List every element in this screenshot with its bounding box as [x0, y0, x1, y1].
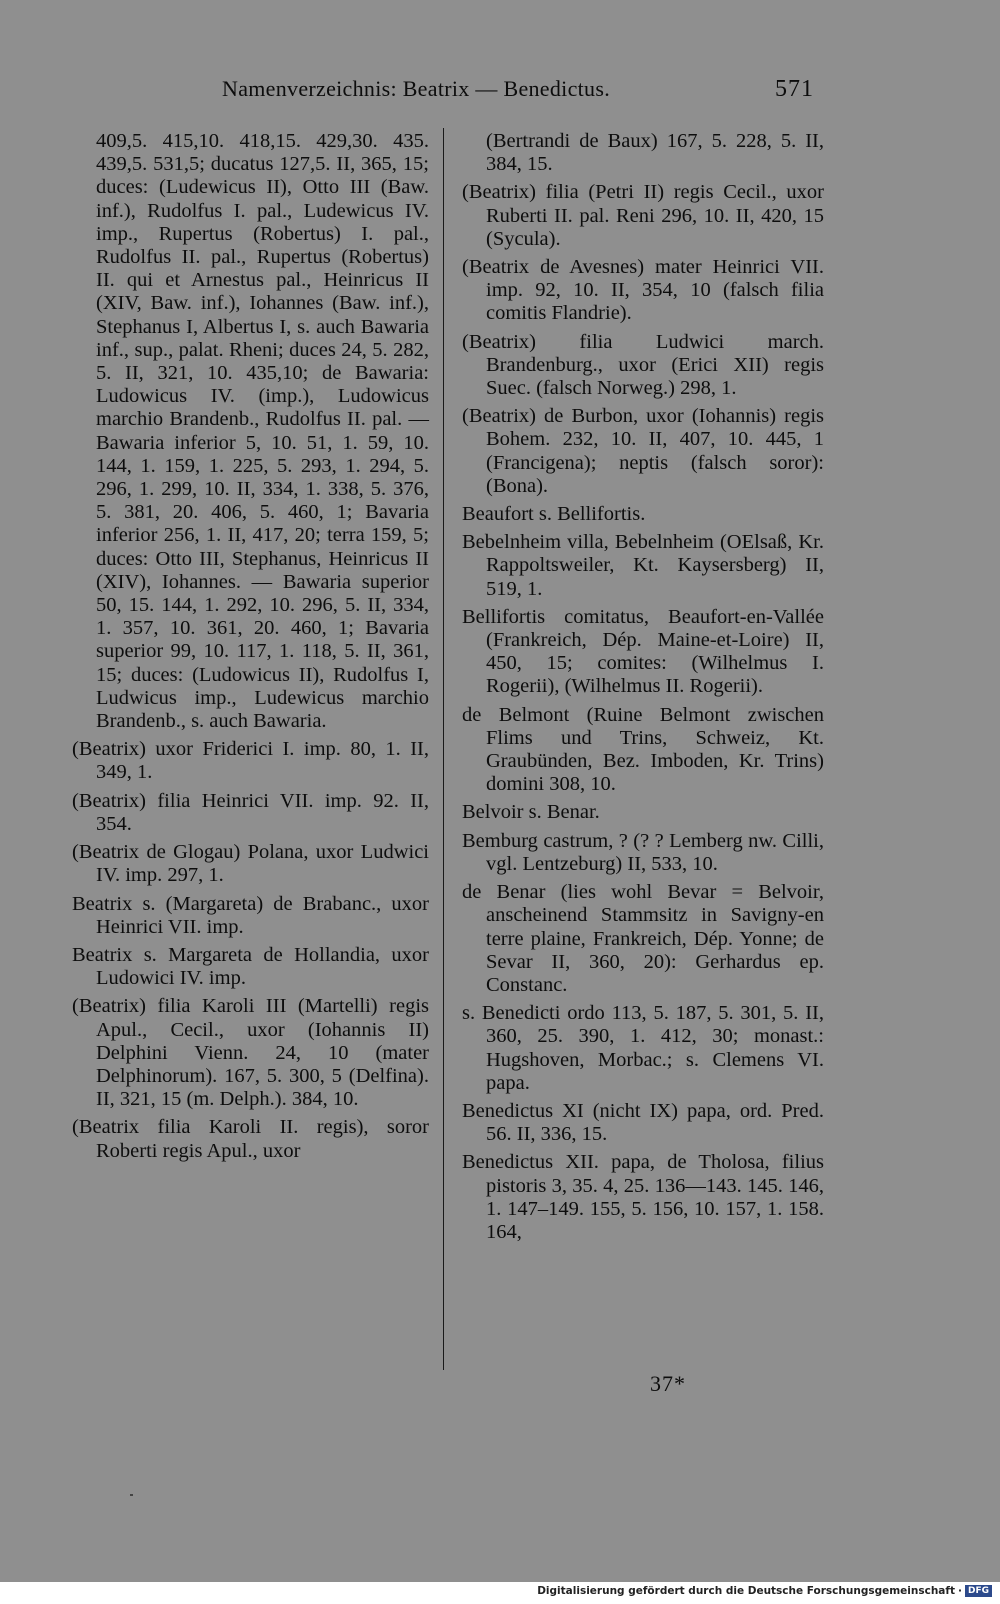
index-entry: de Benar (lies wohl Bevar = Belvoir, anscheinend Stammsitz in Savigny-en terre plaine, Frankreich, Dép. Yonne; de Sevar II, 360, 20): Gerhardus ep. Constanc. — [462, 881, 824, 996]
index-entry: (Beatrix) filia (Petri II) regis Cecil., uxor Ruberti II. pal. Reni 296, 10. II, 420, 15 (Sycula). — [462, 181, 824, 250]
speck — [130, 1494, 133, 1496]
column-divider — [443, 128, 444, 1370]
index-entry: (Beatrix) filia Ludwici march. Brandenburg., uxor (Erici XII) regis Suec. (falsch Norweg.) 298, 1. — [462, 330, 824, 400]
index-entry: Beatrix s. (Margareta) de Brabanc., uxor Heinrici VII. imp. — [72, 892, 429, 938]
index-entry: de Belmont (Ruine Belmont zwischen Flims und Trins, Schweiz, Kt. Graubünden, Bez. Imboden, Kr. Trins) domini 308, 10. — [462, 703, 824, 796]
index-entry: (Beatrix) filia Heinrici VII. imp. 92. II, 354. — [72, 789, 429, 835]
index-entry: Beaufort s. Bellifortis. — [462, 503, 646, 526]
index-entry: Bellifortis comitatus, Beaufort-en-Vallée (Frankreich, Dép. Maine-et-Loire) II, 450, 15; comites: (Wilhelmus I. Rogerii), (Wilhelmus II. Rogerii). — [462, 605, 824, 698]
index-entry: s. Benedicti ordo 113, 5. 187, 5. 301, 5. II, 360, 25. 390, 1. 412, 30; monast.: Hugshoven, Morbac.; s. Clemens VI. papa. — [462, 1002, 824, 1094]
index-entry: Benedictus XI (nicht IX) papa, ord. Pred. 56. II, 336, 15. — [462, 1099, 824, 1146]
index-entry: (Beatrix de Glogau) Polana, uxor Ludwici IV. imp. 297, 1. — [72, 841, 429, 887]
index-entry: Beatrix s. Margareta de Hollandia, uxor Ludowici IV. imp. — [72, 943, 429, 990]
left-column — [72, 130, 429, 1168]
running-head: Namenverzeichnis: Beatrix — Benedictus. — [222, 76, 611, 101]
index-entry: (Beatrix) de Burbon, uxor (Iohannis) regis Bohem. 232, 10. II, 407, 10. 445, 1 (Francigena); neptis (falsch soror): (Bona). — [462, 405, 824, 497]
signature-mark: 37* — [650, 1371, 686, 1396]
right-column — [462, 130, 824, 1249]
index-entry: 409,5. 415,10. 418,15. 429,30. 435. 439,5. 531,5; ducatus 127,5. II, 365, 15; duces: (Ludewicus II), Otto III (Baw. inf.), Rudolfus I. pal., Ludewicus IV. imp., Rupertus (Robertus) I. pal., Rudolfus II. pal., Rupertus (Robertus) II. qui et Arnestus pal., Heinricus II (XIV, Baw. inf.), Iohannes (Baw. inf.), Stephanus I, Albertus I, s. auch Bawaria inf., sup., palat. Rheni; duces 24, 5. 282, 5. II, 321, 10. 435,10; de Bawaria: Ludowicus IV. (imp.), Ludowicus marchio Brandenb., Rudolfus II. pal. — Bawaria inferior 5, 10. 51, 1. 59, 10. 144, 1. 159, 1. 225, 5. 293, 1. 294, 5. 296, 1. 299, 10. II, 334, 1. 338, 5. 376, 5. 381, 20. 406, 5. 460, 1; Bavaria inferior 256, 1. II, 417, 20; terra 159, 5; duces: Otto III, Stephanus, Heinricus II (XIV), Iohannes. — Bawaria superior 50, 15. 144, 1. 292, 10. 296, 5. II, 334, 1. 357, 10. 361, 20. 460, 1; Bavaria superior 99, 10. 117, 1. 118, 5. II, 361, 15; duces: (Ludowicus II), Rudolfus I, Ludwicus imp., Ludewicus marchio Brandenb., s. auch Bawaria. — [96, 130, 429, 733]
index-entry: (Beatrix de Avesnes) mater Heinrici VII. imp. 92, 10. II, 354, 10 (falsch filia comitis Flandrie). — [462, 256, 824, 325]
index-entry: Benedictus XII. papa, de Tholosa, filius pistoris 3, 35. 4, 25. 136—143. 145. 146, 1. 147–149. 155, 5. 156, 10. 157, 1. 158. 164, — [462, 1151, 824, 1243]
index-entry: (Beatrix filia Karoli II. regis), soror Roberti regis Apul., uxor — [72, 1116, 429, 1162]
dfg-logo: DFG — [965, 1585, 992, 1597]
footer-credit: Digitalisierung gefördert durch die Deutsche Forschungsgemeinschaft — [537, 1585, 955, 1597]
index-entry: Bebelnheim villa, Bebelnheim (OElsaß, Kr. Rappoltsweiler, Kt. Kaysersberg) II, 519, 1. — [462, 531, 824, 600]
index-entry: (Bertrandi de Baux) 167, 5. 228, 5. II, 384, 15. — [486, 130, 824, 176]
index-entry: (Beatrix) uxor Friderici I. imp. 80, 1. II, 349, 1. — [72, 738, 429, 784]
index-entry: Bemburg castrum, ? (? ? Lemberg nw. Cilli, vgl. Lentzeburg) II, 533, 10. — [462, 829, 824, 875]
index-entry: (Beatrix) filia Karoli III (Martelli) regis Apul., Cecil., uxor (Iohannis II) Delphini Vienn. 24, 10 (mater Delphinorum). 167, 5. 300, 5 (Delfina). II, 321, 15 (m. Delph.). 384, 10. — [72, 995, 429, 1111]
page-number: 571 — [775, 76, 814, 102]
dash-separator: · — [957, 1585, 962, 1597]
footer — [537, 1585, 992, 1597]
index-entry: Belvoir s. Benar. — [462, 801, 600, 824]
